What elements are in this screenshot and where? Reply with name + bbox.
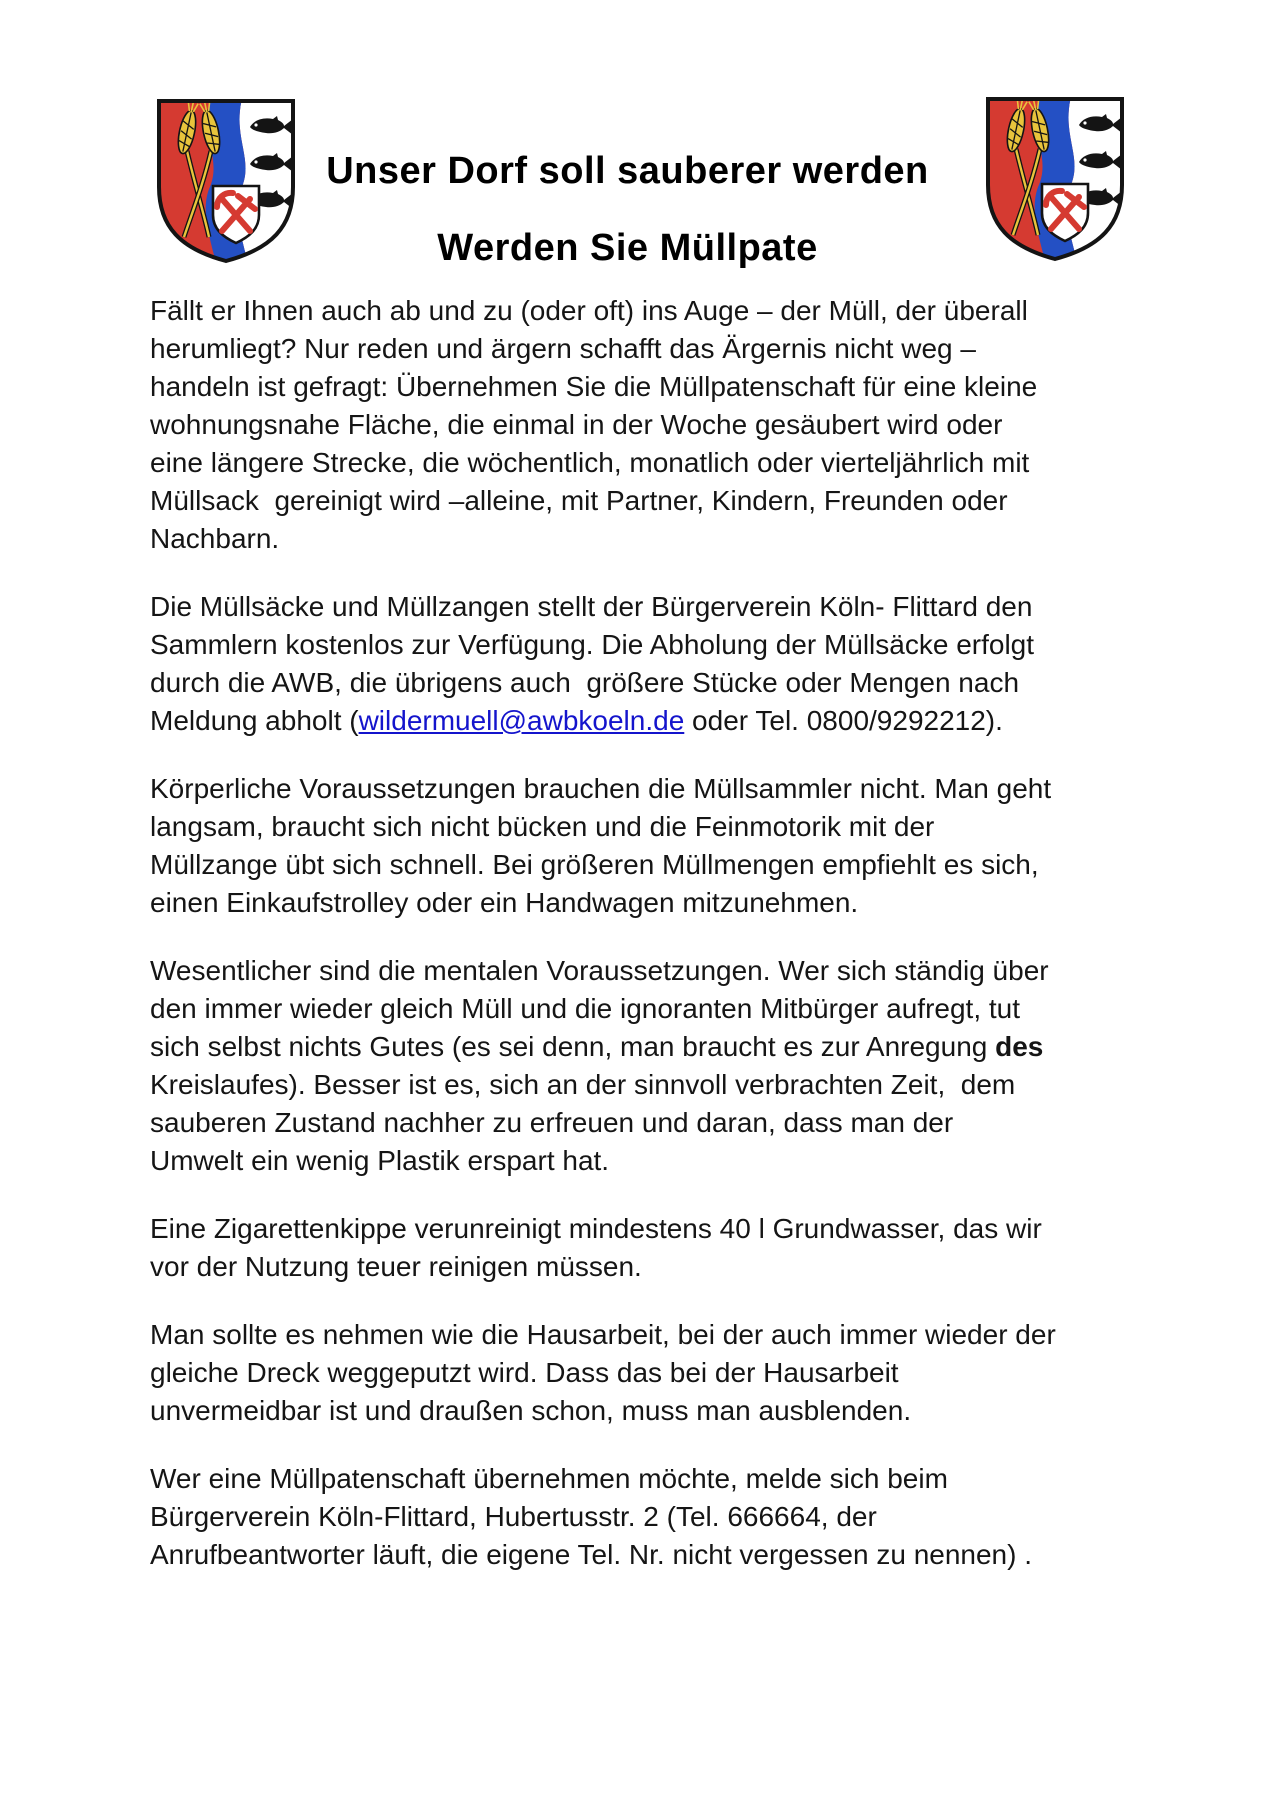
text-run: oder Tel. 0800/9292212). (684, 705, 1003, 736)
title-block (150, 152, 1105, 269)
paragraph (150, 770, 1095, 922)
bold-text: des (995, 1031, 1044, 1062)
page-subtitle: Werden Sie Müllpate (437, 226, 818, 269)
email-link[interactable]: wildermuell@awbkoeln.de (358, 705, 685, 736)
text-run: Wesentlicher sind die mentalen Voraussetzungen. Wer sich ständig über den immer wieder gleich Müll und die ignoranten Mitbürger aufregt, tut sich selbst nichts Gutes (es sei denn, man braucht es zur Anregung (150, 955, 1049, 1062)
text-run: Die Müllsäcke und Müllzangen stellt der Bürgerverein Köln- Flittard den Sammlern kostenlos zur Verfügung. Die Abholung der Müllsäcke erfolgt durch die AWB, die übrigens auch größere Stücke oder Mengen nach Meldung abholt ( (150, 591, 1035, 736)
koeln-flittard-coat-of-arms-icon (979, 93, 1131, 265)
text-run: Wer eine Müllpatenschaft übernehmen möchte, melde sich beim Bürgerverein Köln-Flittard, Hubertusstr. 2 (Tel. 666664, der Anrufbeantworter läuft, die eigene Tel. Nr. nicht vergessen zu nennen) . (150, 1463, 1033, 1570)
text-run: Kreislaufes). Besser ist es, sich an der sinnvoll verbrachten Zeit, dem sauberen Zustand nachher zu erfreuen und daran, dass man der Umwelt ein wenig Plastik erspart hat. (150, 1069, 1016, 1176)
page-title: Unser Dorf soll sauberer werden (326, 150, 929, 192)
text-run: Körperliche Voraussetzungen brauchen die Müllsammler nicht. Man geht langsam, braucht sich nicht bücken und die Feinmotorik mit der Müllzange übt sich schnell. Bei größeren Müllmengen empfiehlt es sich, einen Einkaufstrolley oder ein Handwagen mitzunehmen. (150, 773, 1052, 918)
paragraph (150, 292, 1095, 558)
text-run: Eine Zigarettenkippe verunreinigt mindestens 40 l Grundwasser, das wir vor der Nutzung teuer reinigen müssen. (150, 1213, 1042, 1282)
paragraph (150, 1460, 1095, 1574)
paragraph (150, 588, 1095, 740)
paragraphs (150, 292, 1095, 1604)
paragraph (150, 952, 1095, 1180)
paragraph (150, 1316, 1095, 1430)
text-run: Man sollte es nehmen wie die Hausarbeit, bei der auch immer wieder der gleiche Dreck weggeputzt wird. Dass das bei der Hausarbeit unvermeidbar ist und draußen schon, muss man ausblenden. (150, 1319, 1056, 1426)
paragraph (150, 1210, 1095, 1286)
text-run: Fällt er Ihnen auch ab und zu (oder oft) ins Auge – der Müll, der überall herumliegt? Nur reden und ärgern schafft das Ärgernis nicht weg – handeln ist gefragt: Übernehmen Sie die Müllpatenschaft für eine kleine wohnungsnahe Fläche, die einmal in der Woche gesäubert wird oder eine längere Strecke, die wöchentlich, monatlich oder vierteljährlich mit Müllsack gereinigt wird –alleine, mit Partner, Kindern, Freunden oder Nachbarn. (150, 295, 1038, 554)
